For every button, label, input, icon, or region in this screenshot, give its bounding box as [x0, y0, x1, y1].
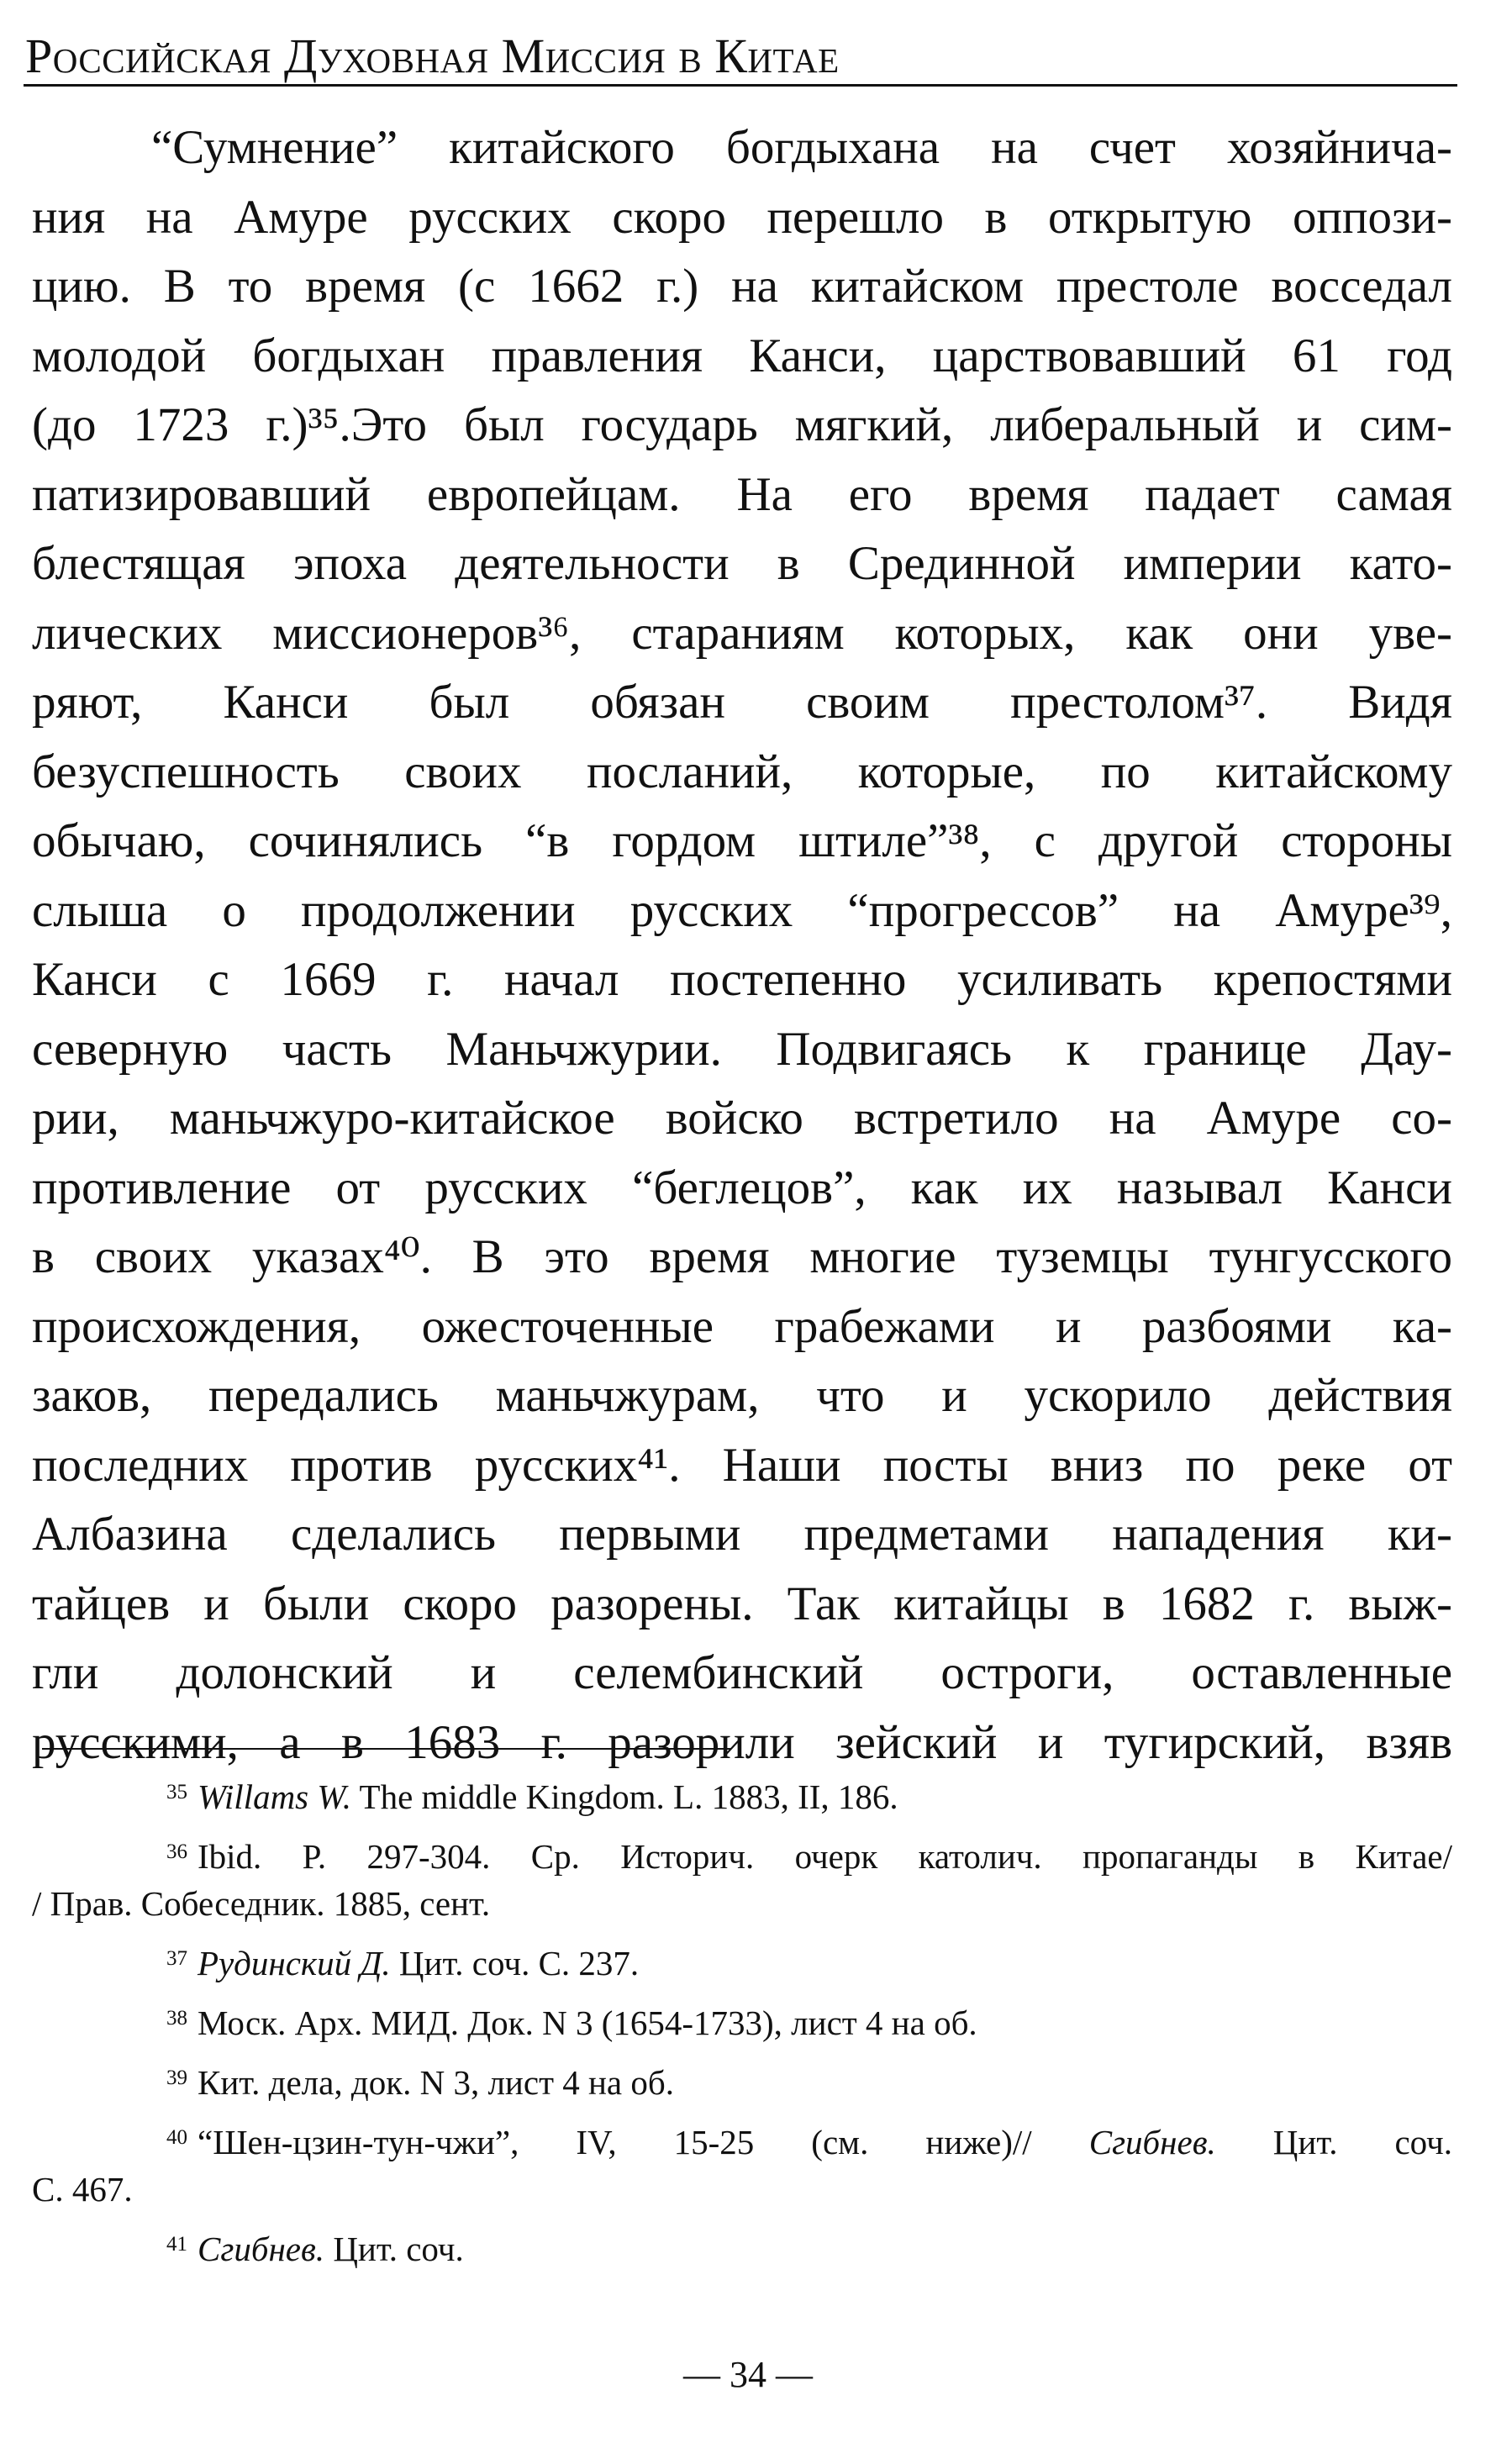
text-line: происхождения, ожесточенные грабежами и разбоями ка- — [32, 1299, 1452, 1353]
text-line: обычаю, сочинялись “в гордом штиле”³⁸, с другой стороны — [32, 814, 1452, 867]
text-line: лических миссионеров³⁶, стараниям которых, как они уве- — [32, 606, 1452, 660]
text-line: русскими, а в 1683 г. разорили зейский и тугирский, взяв — [32, 1715, 1452, 1769]
footnote-text: “Шен-цзин-тун-чжи”, IV, 15-25 (см. ниже)// — [198, 2123, 1032, 2161]
text-line: Канси с 1669 г. начал постепенно усиливать крепостями — [32, 953, 1452, 1006]
footnote-number: 36 — [166, 1840, 187, 1863]
text-line: гли долонский и селембинский остроги, оставленные — [32, 1646, 1452, 1699]
footnote-38 — [32, 1995, 1452, 2046]
footnote-36 — [32, 1829, 1452, 1880]
text-line: заков, передались маньчжурам, что и ускорило действия — [32, 1369, 1452, 1422]
text-line: тайцев и были скоро разорены. Так китайцы в 1682 г. выж- — [32, 1577, 1452, 1630]
footnote-40 — [32, 2114, 1452, 2166]
footnote-40-continuation: С. 467. — [32, 2170, 133, 2209]
footnote-35 — [32, 1769, 1452, 1820]
text-line: “Сумнение” китайского богдыхана на счет хозяйнича- — [151, 121, 1452, 174]
footnote-number: 41 — [166, 2233, 187, 2256]
text-line: блестящая эпоха деятельности в Срединной империи като- — [32, 537, 1452, 590]
text-line: слыша о продолжении русских “прогрессов” на Амуре³⁹, — [32, 883, 1452, 937]
running-title: Российская Духовная Миссия в Китае — [25, 29, 840, 83]
footnote-number: 39 — [166, 2066, 187, 2089]
text-line: северную часть Маньчжурии. Подвигаясь к границе Дау- — [32, 1022, 1452, 1076]
footnote-41 — [32, 2221, 1452, 2272]
text-line: ряют, Канси был обязан своим престолом³⁷. Видя — [32, 676, 1452, 729]
text-line: в своих указах⁴⁰. В это время многие туземцы тунгусского — [32, 1230, 1452, 1283]
footnote-number: 38 — [166, 2007, 187, 2030]
footnote-rule — [42, 1748, 731, 1750]
text-line: ния на Амуре русских скоро перешло в открытую оппози- — [32, 190, 1452, 244]
footnote-text-after: Цит. соч. — [1215, 2123, 1452, 2161]
header-rule — [24, 84, 1457, 87]
footnote-text: Моск. Арх. МИД. Док. N 3 (1654-1733), лист 4 на об. — [198, 2003, 977, 2042]
text-line: молодой богдыхан правления Канси, царствовавший 61 год — [32, 329, 1452, 382]
footnote-number: 40 — [166, 2126, 187, 2149]
footnote-39 — [32, 2055, 1452, 2106]
footnote-number: 35 — [166, 1781, 187, 1803]
footnotes — [32, 1769, 1452, 2272]
footnote-text: Кит. дела, док. N 3, лист 4 на об. — [198, 2063, 674, 2102]
footnote-text: The middle Kingdom. L. 1883, II, 186. — [351, 1777, 898, 1816]
text-line: (до 1723 г.)³⁵.Это был государь мягкий, либеральный и сим- — [32, 398, 1452, 451]
footnote-text: Цит. соч. С. 237. — [390, 1944, 640, 1982]
footnote-36-continuation: / Прав. Собеседник. 1885, сент. — [32, 1884, 491, 1923]
page-number: — 34 — — [683, 2354, 813, 2395]
footnote-text: Ibid. P. 297-304. Ср. Историч. очерк католич. пропаганды в Китае/ — [198, 1837, 1452, 1876]
text-line: цию. В то время (с 1662 г.) на китайском престоле восседал — [32, 260, 1452, 313]
text-line: Албазина сделались первыми предметами нападения ки- — [32, 1508, 1452, 1561]
text-line: патизировавший европейцам. На его время падает самая — [32, 467, 1452, 521]
footnote-37 — [32, 1935, 1452, 1987]
main-text — [32, 113, 1452, 1777]
footnote-author: Сгибнев. — [198, 2230, 325, 2268]
text-line: безуспешность своих посланий, которые, по китайскому — [32, 745, 1452, 798]
footnote-number: 37 — [166, 1947, 187, 1970]
text-line: противление от русских “беглецов”, как их называл Канси — [32, 1161, 1452, 1214]
footnote-author: Willams W. — [198, 1777, 352, 1816]
footnote-author: Сгибнев. — [1088, 2123, 1216, 2161]
text-line: рии, маньчжуро-китайское войско встретило на Амуре со- — [32, 1092, 1452, 1145]
footnote-author: Рудинский Д. — [198, 1944, 391, 1982]
footnote-text: Цит. соч. — [324, 2230, 464, 2268]
text-line: последних против русских⁴¹. Наши посты вниз по реке от — [32, 1438, 1452, 1492]
